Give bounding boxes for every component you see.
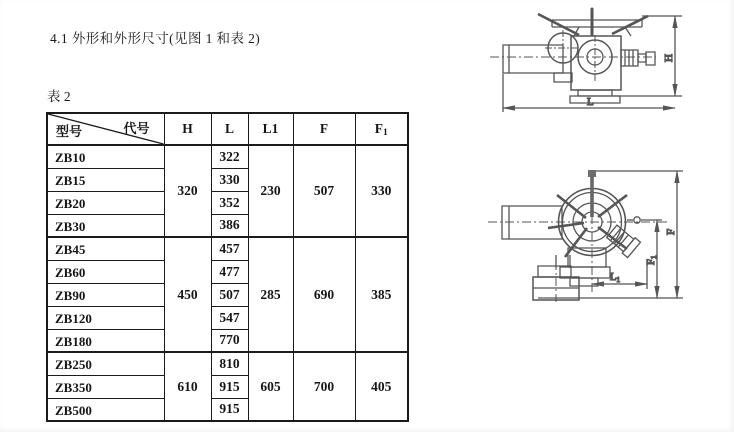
dim-label-h: H	[663, 54, 675, 62]
output-shaft-front	[621, 50, 655, 66]
dim-l1-cell: 230	[248, 145, 293, 237]
dim-l-cell: 770	[211, 329, 248, 352]
dim-l-cell: 810	[211, 352, 248, 375]
dim-h-cell: 450	[164, 237, 211, 352]
dim-f-cell: 690	[293, 237, 355, 352]
dim-l1-cell: 605	[248, 352, 293, 421]
corner-header-cell	[47, 113, 164, 145]
model-cell: ZB90	[47, 283, 164, 306]
section-heading: 4.1 外形和外形尺寸(见图 1 和表 2)	[50, 31, 261, 46]
figure-side-view	[483, 167, 703, 307]
col-header-l: L	[211, 113, 248, 145]
model-cell: ZB500	[47, 398, 164, 421]
dim-l-cell: 330	[211, 168, 248, 191]
dim-l-cell: 322	[211, 145, 248, 168]
dim-l-cell: 547	[211, 306, 248, 329]
model-cell: ZB250	[47, 352, 164, 375]
model-cell: ZB350	[47, 375, 164, 398]
table-header-row	[47, 113, 408, 145]
dim-f1-cell: 405	[355, 352, 408, 421]
dim-label-f1: F1	[646, 255, 658, 265]
handwheel-front	[538, 9, 648, 36]
dim-label-l: L	[587, 96, 594, 108]
table-row	[47, 237, 408, 260]
output-shaft-side	[605, 224, 640, 258]
col-axis-label: 代号	[123, 121, 150, 136]
model-cell: ZB60	[47, 260, 164, 283]
actuator-side-drawing	[488, 170, 683, 304]
dim-h-cell: 610	[164, 352, 211, 421]
dim-f-cell: 700	[293, 352, 355, 421]
dim-f-cell: 507	[293, 145, 355, 237]
model-cell: ZB10	[47, 145, 164, 168]
dim-l1-cell: 285	[248, 237, 293, 352]
dimension-table	[46, 112, 409, 422]
dim-l-cell: 477	[211, 260, 248, 283]
col-header-f: F	[293, 113, 355, 145]
dim-l-cell: 507	[211, 283, 248, 306]
dim-f1-cell: 385	[355, 237, 408, 352]
model-cell: ZB45	[47, 237, 164, 260]
dim-f1-cell: 330	[355, 145, 408, 237]
col-header-f1: $F_1$	[355, 113, 408, 145]
actuator-front-drawing	[490, 9, 682, 112]
model-cell: ZB15	[47, 168, 164, 191]
dim-l-cell: 915	[211, 375, 248, 398]
dim-l-cell: 352	[211, 191, 248, 214]
dim-label-l1: L1	[610, 272, 621, 284]
model-cell: ZB20	[47, 191, 164, 214]
col-header-l1: L1	[248, 113, 293, 145]
table-caption: 表 2	[47, 89, 71, 104]
dim-l-cell: 386	[211, 214, 248, 237]
model-cell: ZB180	[47, 329, 164, 352]
col-header-h: H	[164, 113, 211, 145]
model-cell: ZB120	[47, 306, 164, 329]
dim-l-cell: 915	[211, 398, 248, 421]
dim-label-f: F	[665, 228, 677, 235]
figure-front-view	[486, 2, 701, 114]
row-axis-label: 型号	[56, 124, 83, 139]
gearbox-base	[533, 248, 610, 304]
table-row	[47, 352, 408, 375]
dim-h-cell: 320	[164, 145, 211, 237]
dim-l-cell: 457	[211, 237, 248, 260]
model-cell: ZB30	[47, 214, 164, 237]
table-row	[47, 145, 408, 168]
